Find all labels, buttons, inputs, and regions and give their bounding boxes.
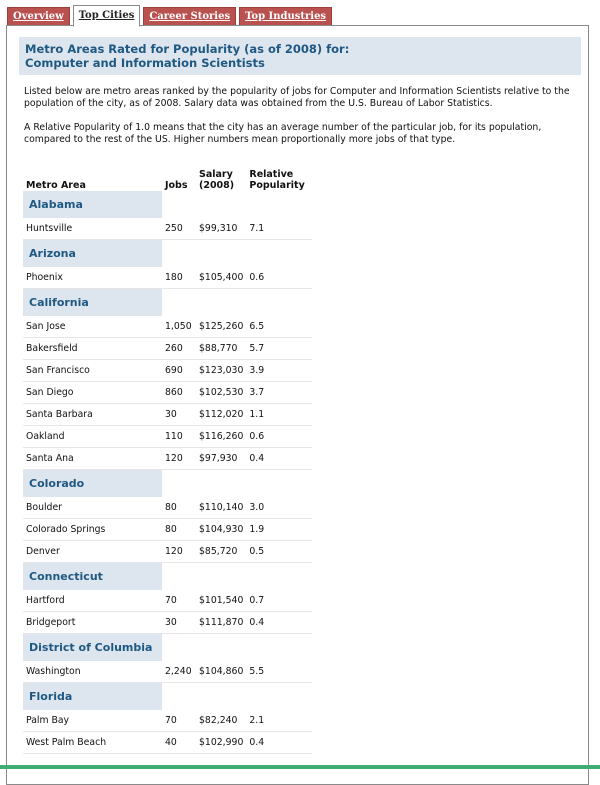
metro-area-cell: West Palm Beach xyxy=(23,732,162,754)
intro-paragraph-1: Listed below are metro areas ranked by the popularity of jobs for Computer and Information Scientists relative to the population of the city, as of 2008. Salary data was obtained from the U.S. Bureau of Labor Statistics. xyxy=(24,86,570,109)
metro-area-cell: Santa Ana xyxy=(23,448,162,470)
relative-popularity-cell: 2.1 xyxy=(246,710,312,732)
jobs-cell: 180 xyxy=(162,267,196,289)
jobs-cell: 80 xyxy=(162,519,196,541)
state-group-row xyxy=(23,240,312,267)
table-row xyxy=(23,590,312,612)
state-row-spacer xyxy=(162,191,196,218)
tab-overview[interactable]: Overview xyxy=(7,7,70,27)
relative-popularity-cell: 0.4 xyxy=(246,612,312,634)
salary-cell: $82,240 xyxy=(196,710,246,732)
salary-cell: $104,860 xyxy=(196,661,246,683)
state-group-row xyxy=(23,634,312,661)
state-row-spacer xyxy=(162,683,196,710)
table-row xyxy=(23,612,312,634)
state-row-spacer xyxy=(246,191,312,218)
jobs-cell: 120 xyxy=(162,541,196,563)
intro-paragraph-2: A Relative Popularity of 1.0 means that the city has an average number of the particular job, for its population, compared to the rest of the US. Higher numbers mean proportionally more jobs of that type. xyxy=(24,122,542,145)
jobs-cell: 860 xyxy=(162,382,196,404)
state-heading: Florida xyxy=(23,683,162,710)
salary-cell: $85,720 xyxy=(196,541,246,563)
salary-cell: $111,870 xyxy=(196,612,246,634)
state-row-spacer xyxy=(246,470,312,497)
jobs-cell: 30 xyxy=(162,612,196,634)
metro-area-cell: Washington xyxy=(23,661,162,683)
state-row-spacer xyxy=(246,289,312,316)
state-row-spacer xyxy=(246,683,312,710)
metro-area-cell: San Jose xyxy=(23,316,162,338)
column-header-salary: Salary (2008) xyxy=(199,169,235,191)
salary-cell: $101,540 xyxy=(196,590,246,612)
metro-area-cell: Hartford xyxy=(23,590,162,612)
state-group-row xyxy=(23,683,312,710)
metro-areas-table xyxy=(23,161,312,754)
table-row xyxy=(23,338,312,360)
tab-career-stories[interactable]: Career Stories xyxy=(143,7,236,27)
state-heading: District of Columbia xyxy=(23,634,162,661)
jobs-cell: 110 xyxy=(162,426,196,448)
state-row-spacer xyxy=(246,563,312,590)
state-heading: California xyxy=(23,289,162,316)
relative-popularity-cell: 0.4 xyxy=(246,732,312,754)
table-row xyxy=(23,710,312,732)
table-row xyxy=(23,360,312,382)
salary-cell: $123,030 xyxy=(196,360,246,382)
table-header-row xyxy=(23,161,312,191)
relative-popularity-cell: 0.5 xyxy=(246,541,312,563)
tab-top-industries[interactable]: Top Industries xyxy=(239,7,332,27)
page-title-line1: Metro Areas Rated for Popularity (as of 2008) for: xyxy=(25,42,350,56)
relative-popularity-cell: 1.9 xyxy=(246,519,312,541)
state-row-spacer xyxy=(162,289,196,316)
metro-area-cell: Bridgeport xyxy=(23,612,162,634)
state-group-row xyxy=(23,289,312,316)
column-header-relative-popularity: Relative Popularity xyxy=(249,169,305,191)
table-row xyxy=(23,426,312,448)
state-row-spacer xyxy=(162,563,196,590)
state-heading: Alabama xyxy=(23,191,162,218)
state-row-spacer xyxy=(162,634,196,661)
state-row-spacer xyxy=(162,470,196,497)
table-row xyxy=(23,316,312,338)
table-row xyxy=(23,382,312,404)
jobs-cell: 70 xyxy=(162,590,196,612)
relative-popularity-cell: 0.7 xyxy=(246,590,312,612)
jobs-cell: 260 xyxy=(162,338,196,360)
relative-popularity-cell: 0.6 xyxy=(246,426,312,448)
column-header-jobs: Jobs xyxy=(165,180,188,191)
column-header-metro-area: Metro Area xyxy=(26,180,86,191)
metro-area-cell: Phoenix xyxy=(23,267,162,289)
salary-cell: $102,530 xyxy=(196,382,246,404)
state-heading: Colorado xyxy=(23,470,162,497)
state-group-row xyxy=(23,191,312,218)
state-row-spacer xyxy=(196,470,246,497)
state-row-spacer xyxy=(196,289,246,316)
salary-cell: $97,930 xyxy=(196,448,246,470)
state-row-spacer xyxy=(196,240,246,267)
content-panel xyxy=(6,25,589,785)
salary-cell: $116,260 xyxy=(196,426,246,448)
metro-area-cell: Denver xyxy=(23,541,162,563)
jobs-cell: 40 xyxy=(162,732,196,754)
table-row xyxy=(23,661,312,683)
tab-top-cities[interactable]: Top Cities xyxy=(73,5,141,27)
table-row xyxy=(23,404,312,426)
relative-popularity-cell: 3.7 xyxy=(246,382,312,404)
state-row-spacer xyxy=(196,634,246,661)
state-row-spacer xyxy=(246,634,312,661)
salary-cell: $105,400 xyxy=(196,267,246,289)
state-row-spacer xyxy=(196,683,246,710)
jobs-cell: 120 xyxy=(162,448,196,470)
salary-cell: $110,140 xyxy=(196,497,246,519)
relative-popularity-cell: 5.7 xyxy=(246,338,312,360)
state-heading: Arizona xyxy=(23,240,162,267)
state-row-spacer xyxy=(162,240,196,267)
relative-popularity-cell: 5.5 xyxy=(246,661,312,683)
salary-cell: $125,260 xyxy=(196,316,246,338)
page-title xyxy=(19,37,581,75)
metro-area-cell: Colorado Springs xyxy=(23,519,162,541)
salary-cell: $99,310 xyxy=(196,218,246,240)
relative-popularity-cell: 1.1 xyxy=(246,404,312,426)
relative-popularity-cell: 0.6 xyxy=(246,267,312,289)
table-row xyxy=(23,519,312,541)
bottom-accent-bar xyxy=(0,765,600,769)
state-group-row xyxy=(23,563,312,590)
jobs-cell: 1,050 xyxy=(162,316,196,338)
salary-cell: $102,990 xyxy=(196,732,246,754)
jobs-cell: 70 xyxy=(162,710,196,732)
table-row xyxy=(23,541,312,563)
state-group-row xyxy=(23,470,312,497)
jobs-cell: 690 xyxy=(162,360,196,382)
metro-area-cell: Bakersfield xyxy=(23,338,162,360)
metro-area-cell: Boulder xyxy=(23,497,162,519)
relative-popularity-cell: 3.0 xyxy=(246,497,312,519)
metro-area-cell: San Diego xyxy=(23,382,162,404)
relative-popularity-cell: 0.4 xyxy=(246,448,312,470)
table-row xyxy=(23,732,312,754)
salary-cell: $112,020 xyxy=(196,404,246,426)
salary-cell: $88,770 xyxy=(196,338,246,360)
metro-area-cell: Palm Bay xyxy=(23,710,162,732)
jobs-cell: 2,240 xyxy=(162,661,196,683)
state-row-spacer xyxy=(196,191,246,218)
relative-popularity-cell: 3.9 xyxy=(246,360,312,382)
state-row-spacer xyxy=(246,240,312,267)
metro-area-cell: San Francisco xyxy=(23,360,162,382)
metro-area-cell: Huntsville xyxy=(23,218,162,240)
metro-area-cell: Santa Barbara xyxy=(23,404,162,426)
jobs-cell: 30 xyxy=(162,404,196,426)
jobs-cell: 80 xyxy=(162,497,196,519)
relative-popularity-cell: 7.1 xyxy=(246,218,312,240)
table-row xyxy=(23,448,312,470)
tab-bar xyxy=(7,5,332,25)
table-row xyxy=(23,497,312,519)
page-title-line2: Computer and Information Scientists xyxy=(25,56,265,70)
table-row xyxy=(23,218,312,240)
metro-area-cell: Oakland xyxy=(23,426,162,448)
relative-popularity-cell: 6.5 xyxy=(246,316,312,338)
state-heading: Connecticut xyxy=(23,563,162,590)
state-row-spacer xyxy=(196,563,246,590)
salary-cell: $104,930 xyxy=(196,519,246,541)
table-row xyxy=(23,267,312,289)
table-body xyxy=(23,191,312,754)
jobs-cell: 250 xyxy=(162,218,196,240)
